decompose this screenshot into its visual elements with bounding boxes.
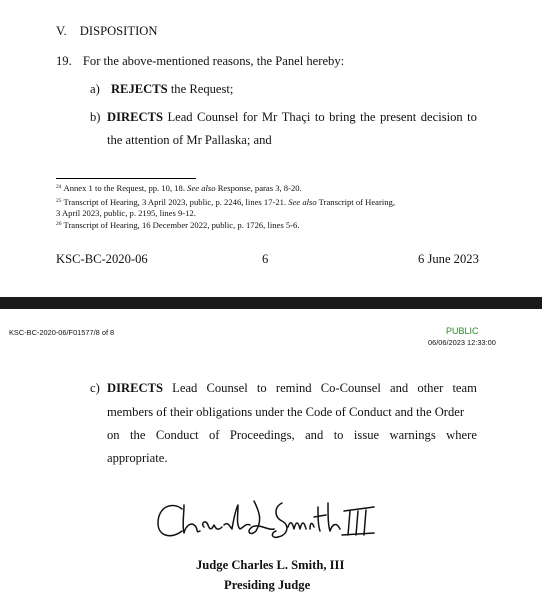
item-b-line-2: the attention of Mr Pallaska; and [107,133,272,147]
item-c-line-4: appropriate. [107,451,168,465]
section-heading: V. DISPOSITION [56,24,158,38]
disposition-item-a: a) REJECTS the Request; [90,82,234,96]
document-page-6 [0,0,542,297]
footnote-25-continued: 3 April 2023, public, p. 2195, lines 9-12. [56,208,196,218]
signer-name: Judge Charles L. Smith, III [196,558,345,572]
disposition-item-b: b) [90,110,101,124]
footnote-separator [56,178,196,179]
signer-role: Presiding Judge [224,578,311,592]
item-c-line-2: members of their obligations under the Code of Conduct and the Order [107,405,465,419]
page-divider [0,297,542,309]
document-page-8 [0,309,542,600]
handwritten-signature [150,491,380,553]
header-classification: PUBLIC [446,326,479,336]
item-c-line-3: on the Conduct of Proceedings, and to issue warnings where [107,428,477,442]
footer-date: 6 June 2023 [418,252,479,266]
footnote-25: $^{25}$ Transcript of Hearing, 3 April 2023, public, p. 2246, lines 17-21. See also Transcript of Hearing, [56,197,395,207]
footnote-24: $^{24}$ Annex 1 to the Request, pp. 10, 18. See also Response, paras 3, 8-20. [56,183,302,193]
item-b-line-1: DIRECTS Lead Counsel for Mr Thaçi to bring the present decision to [107,110,477,124]
header-timestamp: 06/06/2023 12:33:00 [428,338,496,347]
disposition-item-c: c) [90,381,100,395]
footnote-26: $^{26}$ Transcript of Hearing, 16 December 2022, public, p. 1726, lines 5-6. [56,220,300,230]
header-document-reference: KSC-BC-2020-06/F01577/8 of 8 [9,328,115,337]
footer-case-number: KSC-BC-2020-06 [56,252,148,266]
footer-page-number: 6 [262,252,269,266]
paragraph-19: 19. For the above-mentioned reasons, the Panel hereby: [56,54,345,68]
item-c-line-1: DIRECTS Lead Counsel to remind Co-Counsel and other team [107,381,477,395]
